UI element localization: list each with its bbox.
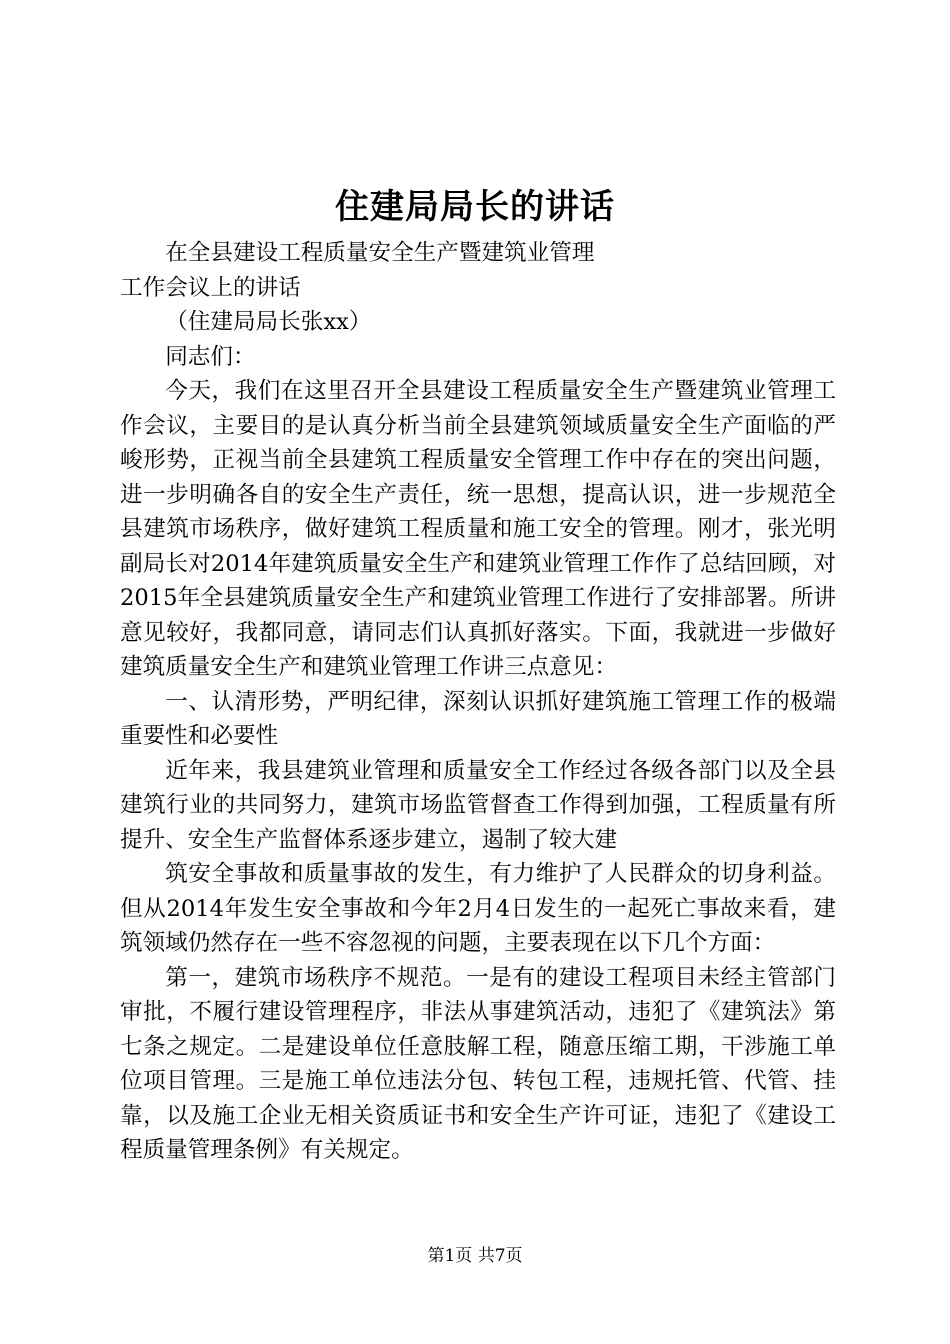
- body-paragraph: 近年来，我县建筑业管理和质量安全工作经过各级各部门以及全县建筑行业的共同努力，建筑市场监管督查工作得到加强，工程质量有所提升、安全生产监督体系逐步建立，遏制了较大建: [120, 757, 836, 853]
- body-paragraph: 筑安全事故和质量事故的发生，有力维护了人民群众的切身利益。但从2014年发生安全事故和今年2月4日发生的一起死亡事故来看，建筑领域仍然存在一些不容忽视的问题，主要表现在以下几个方面：: [120, 861, 836, 956]
- salutation: 同志们：: [165, 343, 256, 370]
- body-paragraph: 第一，建筑市场秩序不规范。一是有的建设工程项目未经主管部门审批，不履行建设管理程序，非法从事建筑活动，违犯了《建筑法》第七条之规定。二是建设单位任意肢解工程，随意压缩工期，干涉施工单位项目管理。三是施工单位违法分包、转包工程，违规托管、代管、挂靠，以及施工企业无相关资质证书和安全生产许可证，违犯了《建设工程质量管理条例》有关规定。: [120, 964, 836, 1163]
- page-number-footer: 第1页 共7页: [427, 1246, 523, 1266]
- body-paragraph: 今天，我们在这里召开全县建设工程质量安全生产暨建筑业管理工作会议，主要目的是认真分析当前全县建筑领域质量安全生产面临的严峻形势，正视当前全县建筑工程质量安全管理工作中存在的突出问题，进一步明确各自的安全生产责任，统一思想，提高认识，进一步规范全县建筑市场秩序，做好建筑工程质量和施工安全的管理。刚才，张光明副局长对2014年建筑质量安全生产和建筑业管理工作作了总结回顾，对2015年全县建筑质量安全生产和建筑业管理工作进行了安排部署。所讲意见较好，我都同意，请同志们认真抓好落实。下面，我就进一步做好建筑质量安全生产和建筑业管理工作讲三点意见：: [120, 378, 836, 680]
- document-body: [120, 236, 836, 1168]
- speaker-line: （住建局局长张xx）: [165, 309, 372, 335]
- subtitle-paragraph: 在全县建设工程质量安全生产暨建筑业管理 工作会议上的讲话: [120, 240, 595, 301]
- document-title: 住建局局长的讲话: [335, 187, 615, 227]
- section-heading: 一、认清形势，严明纪律，深刻认识抓好建筑施工管理工作的极端重要性和必要性: [120, 688, 836, 749]
